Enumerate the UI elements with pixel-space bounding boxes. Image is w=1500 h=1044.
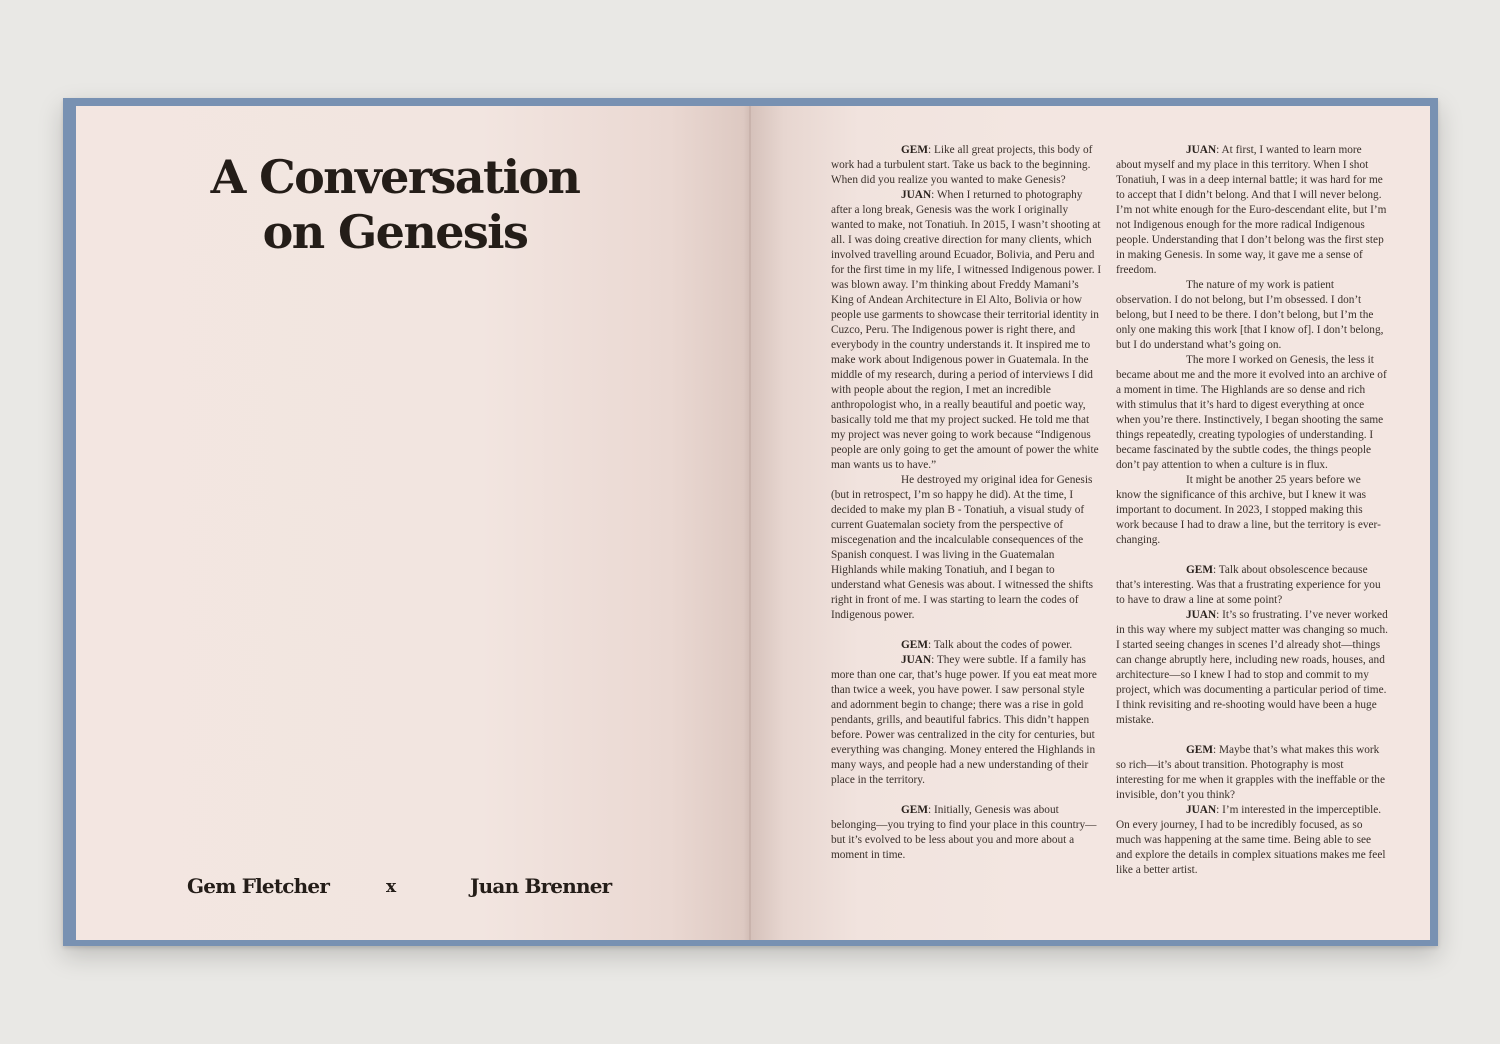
speaker-label: JUAN [901,654,932,666]
paragraph-text: : They were subtle. If a family has more than one car, that’s huge power. If you eat meat more than twice a week, you have power. I saw personal style and adornment begin to change; there was a rise in gold pendants, grills, and beautiful fabrics. This didn’t happen before. Power was centralized in the city for centuries, but everything was changing. Money entered the Highlands in many ways, and people had a new understanding of their place in the territory. [831,654,1097,786]
paragraph-text: The more I worked on Genesis, the less it became about me and the more it evolved into an archive of a moment in time. The Highlands are so dense and rich with stimulus that it’s hard to digest everything at once when you’re there. Instinctively, I began shooting the same things repeatedly, creating typologies of understanding. I became fascinated by the subtle codes, the things people don’t pay attention to when a culture is in flux. [1116,354,1387,471]
speaker-label: JUAN [901,189,932,201]
paragraph-text: : I’m interested in the imperceptible. On every journey, I had to be incredibly focused, as so much was happening at the same time. Being able to see and explore the details in complex situations makes me feel like a better artist. [1116,804,1386,876]
paragraph-text: : Like all great projects, this body of work had a turbulent start. Take us back to the beginning. When did you realize you wanted to make Genesis? [831,144,1093,186]
paragraph [831,473,1103,623]
paragraph [831,143,1103,188]
paragraph [1116,473,1388,548]
byline-interviewer: Gem Fletcher [187,874,330,898]
article-title [150,150,640,260]
paragraph-text: : At first, I wanted to learn more about myself and my place in this territory. When I shot Tonatiuh, I was in a deep internal battle; it was hard for me to accept that I didn’t belong. And that I will never belong. I’m not white enough for the Euro-descendant elite, but I’m not Indigenous enough for the more radical Indigenous people. Understanding that I don’t belong was the first step in making Genesis. In some way, it gave me a sense of freedom. [1116,144,1387,276]
speaker-label: GEM [901,639,928,651]
paragraph-text: : Initially, Genesis was about belonging—you trying to find your place in this country—but it’s evolved to be less about you and more about a moment in time. [831,804,1097,861]
paragraph [1116,278,1388,353]
speaker-label: GEM [1186,744,1213,756]
paragraph [1116,563,1388,608]
speaker-label: JUAN [1186,804,1217,816]
speaker-label: GEM [901,144,928,156]
paragraph-text: : When I returned to photography after a long break, Genesis was the work I originally wanted to make, not Tonatiuh. In 2015, I wasn’t shooting at all. I was doing creative direction for many clients, which involved travelling around Ecuador, Bolivia, and Peru and for the first time in my life, I witnessed Indigenous power. I was blown away. I’m thinking about Freddy Mamani’s King of Andean Architecture in El Alto, Bolivia or how people use garments to showcase their territorial identity in Cuzco, Peru. The Indigenous power is right there, and everybody in the country understands it. It inspired me to make work about Indigenous power in Guatemala. In the middle of my research, during a period of interviews I did with people about the region, I met an incredible anthropologist who, in a really beautiful and poetic way, basically told me that my project sucked. He told me that my project was never going to work because “Indigenous people are only going to get the amount of power the white man wants us to have.” [831,189,1102,471]
paragraph-text: The nature of my work is patient observation. I do not belong, but I’m obsessed. I don’t belong, but I need to be there. I don’t belong, but I’m the only one making this work [that I know of]. I don’t belong, but I do understand what’s going on. [1116,279,1384,351]
paragraph [1116,143,1388,278]
paragraph-text: : It’s so frustrating. I’ve never worked in this way where my subject matter was changing so much. I started seeing changes in scenes I’d already shot—things can change abruptly here, including new roads, houses, and architecture—so I knew I had to stop and commit to my project, which was documenting a particular period of time. I think revisiting and re-shooting would have been a huge mistake. [1116,609,1389,726]
paragraph [1116,803,1388,878]
book-gutter [749,106,751,940]
interview-column-1 [831,143,1103,863]
title-line-2: on Genesis [262,205,528,259]
title-line-1: A Conversation [210,150,580,204]
byline-interviewee: Juan Brenner [470,874,612,898]
paragraph-text: : Talk about obsolescence because that’s interesting. Was that a frustrating experience for you to have to draw a line at some point? [1116,564,1381,606]
paragraph [1116,353,1388,473]
paragraph [1116,743,1388,803]
paragraph-text: He destroyed my original idea for Genesis (but in retrospect, I’m so happy he did). At the time, I decided to make my plan B - Tonatiuh, a visual study of current Guatemalan society from the perspective of miscegenation and the incalculable consequences of the Spanish conquest. I was living in the Guatemalan Highlands while making Tonatiuh, and I began to understand what Genesis was about. I witnessed the shifts right in front of me. I was starting to learn the codes of Indigenous power. [831,474,1093,621]
interview-column-2 [1116,143,1388,878]
speaker-label: JUAN [1186,609,1217,621]
speaker-label: JUAN [1186,144,1217,156]
paragraph [831,653,1103,788]
paragraph-text: : Maybe that’s what makes this work so rich—it’s about transition. Photography is most interesting for me when it grapples with the ineffable or the invisible, don’t you think? [1116,744,1385,801]
paragraph [831,803,1103,863]
byline-separator: x [386,877,396,897]
paragraph [831,638,1103,653]
paragraph [831,188,1103,473]
paragraph [1116,608,1388,728]
speaker-label: GEM [901,804,928,816]
paragraph-text: It might be another 25 years before we know the significance of this archive, but I knew it was important to document. In 2023, I stopped making this work because I had to draw a line, but the territory is ever-changing. [1116,474,1381,546]
paragraph-text: : Talk about the codes of power. [928,639,1073,651]
speaker-label: GEM [1186,564,1213,576]
